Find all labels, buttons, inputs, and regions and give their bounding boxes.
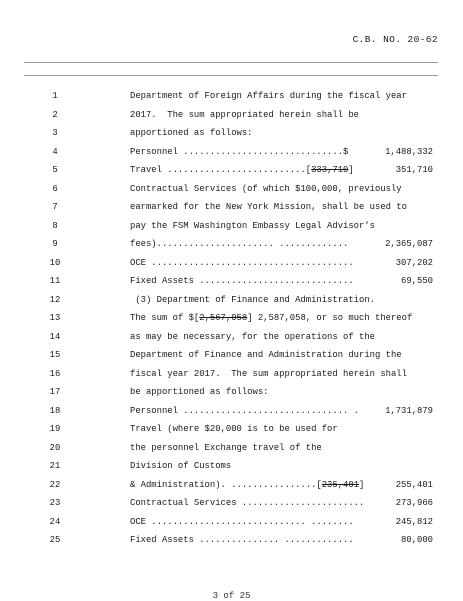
line-text-main: Department of Foreign Affairs during the fiscal year	[130, 91, 407, 101]
bill-line	[0, 513, 463, 532]
line-text-main: Contractual Services (of which $100,000, previously	[130, 183, 402, 194]
line-amount: 69,550	[401, 276, 433, 286]
bill-line	[0, 420, 463, 439]
bill-line	[0, 402, 463, 421]
bill-line	[0, 198, 463, 217]
line-number: 7	[52, 202, 58, 212]
bill-line	[0, 143, 463, 162]
line-number: 2	[52, 109, 58, 120]
line-number: 25	[49, 535, 61, 545]
line-text-main: apportioned as follows:	[130, 128, 253, 138]
line-number: 1	[52, 91, 58, 101]
header-rule-top	[24, 62, 438, 63]
line-amount: 307,202	[395, 257, 433, 268]
line-text-tail: ]	[359, 479, 365, 490]
line-amount: 351,710	[395, 165, 433, 175]
line-text	[130, 87, 430, 106]
bill-line	[0, 161, 463, 180]
line-text-main: Division of Customs	[130, 461, 232, 471]
line-text-main: pay the FSM Washington Embassy Legal Advisor’s	[130, 220, 375, 231]
bill-line	[0, 235, 463, 254]
line-amount: 245,812	[395, 516, 433, 527]
line-text-main: fees)...................... .............	[130, 239, 349, 249]
bill-line	[0, 124, 463, 143]
bill-line	[0, 291, 463, 310]
line-number: 24	[49, 516, 61, 527]
line-text-main: & Administration). ................[	[130, 479, 322, 490]
bill-line	[0, 106, 463, 125]
line-text	[130, 420, 430, 439]
header-rule-bottom	[24, 75, 438, 76]
line-text	[130, 272, 430, 291]
line-number: 17	[49, 387, 61, 397]
line-text	[130, 198, 430, 217]
line-text	[130, 476, 430, 495]
line-text-main: The sum of $[	[130, 313, 200, 323]
line-text	[130, 365, 430, 384]
bill-line	[0, 328, 463, 347]
bill-line	[0, 494, 463, 513]
line-text-main: Fixed Assets .............................	[130, 276, 354, 286]
line-text	[130, 254, 430, 273]
line-number: 15	[49, 350, 61, 360]
line-amount: 1,731,879	[385, 405, 433, 416]
line-text	[130, 106, 430, 125]
bill-line	[0, 365, 463, 384]
line-text-main: be apportioned as follows:	[130, 387, 269, 397]
line-number: 12	[49, 294, 61, 305]
line-number: 13	[49, 313, 61, 323]
line-number: 9	[52, 239, 58, 249]
line-text-main: fiscal year 2017. The sum appropriated herein shall	[130, 368, 407, 379]
line-text-main: Personnel ............................... .	[130, 405, 360, 416]
bill-line	[0, 309, 463, 328]
line-text-main: OCE ......................................	[130, 257, 354, 268]
line-number: 16	[49, 368, 61, 379]
bill-line	[0, 180, 463, 199]
line-number: 8	[52, 220, 58, 231]
line-text-main: Department of Finance and Administration during the	[130, 350, 402, 360]
line-text	[130, 494, 430, 513]
line-text	[130, 309, 430, 328]
line-text-main: (3) Department of Finance and Administration.	[130, 294, 375, 305]
bill-line	[0, 439, 463, 458]
bill-line	[0, 476, 463, 495]
line-text-main: earmarked for the New York Mission, shall be used to	[130, 202, 407, 212]
line-text	[130, 217, 430, 236]
line-text-main: the personnel Exchange travel of the	[130, 442, 322, 453]
deleted-amount: 235,401	[321, 479, 360, 490]
line-text-tail: ] 2,587,058, or so much thereof	[247, 313, 413, 323]
line-text-main: Travel ..........................[	[130, 165, 312, 175]
bill-line	[0, 272, 463, 291]
line-number: 10	[49, 257, 61, 268]
line-text-tail: ]	[348, 165, 354, 175]
deleted-amount: 333,710	[311, 165, 349, 175]
line-amount: 273,966	[395, 498, 433, 508]
line-number: 22	[49, 479, 61, 490]
line-amount: 80,000	[401, 535, 433, 545]
line-number: 19	[49, 424, 61, 434]
line-text	[130, 531, 430, 550]
bill-number: C.B. NO. 20-62	[352, 34, 438, 45]
bill-line	[0, 457, 463, 476]
line-text	[130, 328, 430, 347]
line-text	[130, 513, 430, 532]
line-text-main: Contractual Services .......................	[130, 498, 365, 508]
line-text	[130, 161, 430, 180]
bill-line	[0, 217, 463, 236]
line-number: 3	[52, 128, 58, 138]
line-number: 14	[49, 331, 61, 342]
deleted-amount: 2,567,058	[199, 313, 248, 323]
line-text	[130, 383, 430, 402]
bill-line	[0, 383, 463, 402]
line-text	[130, 291, 430, 310]
line-text	[130, 124, 430, 143]
line-text-main: as may be necessary, for the operations of the	[130, 331, 375, 342]
line-amount: 2,365,087	[385, 239, 433, 249]
line-number: 5	[52, 165, 58, 175]
line-number: 20	[49, 442, 61, 453]
line-text	[130, 180, 430, 199]
line-number: 23	[49, 498, 61, 508]
line-number: 21	[49, 461, 61, 471]
bill-line	[0, 254, 463, 273]
line-number: 11	[49, 276, 61, 286]
line-amount: 1,488,332	[385, 146, 433, 157]
line-text-main: OCE ............................. ........	[130, 516, 354, 527]
bill-line	[0, 531, 463, 550]
line-text	[130, 439, 430, 458]
page-number: 3 of 25	[212, 591, 251, 601]
line-text	[130, 457, 430, 476]
line-text-main: Personnel ..............................$	[130, 146, 349, 157]
line-text-main: Fixed Assets ............... .............	[130, 535, 354, 545]
line-text-main: Travel (where $20,000 is to be used for	[130, 424, 338, 434]
line-number: 6	[52, 183, 58, 194]
bill-line	[0, 87, 463, 106]
line-amount: 255,401	[395, 479, 433, 490]
line-text	[130, 346, 430, 365]
line-text-main: 2017. The sum appropriated herein shall be	[130, 109, 360, 120]
bill-text-body	[0, 87, 463, 550]
line-number: 4	[52, 146, 58, 157]
bill-line	[0, 346, 463, 365]
line-number: 18	[49, 405, 61, 416]
